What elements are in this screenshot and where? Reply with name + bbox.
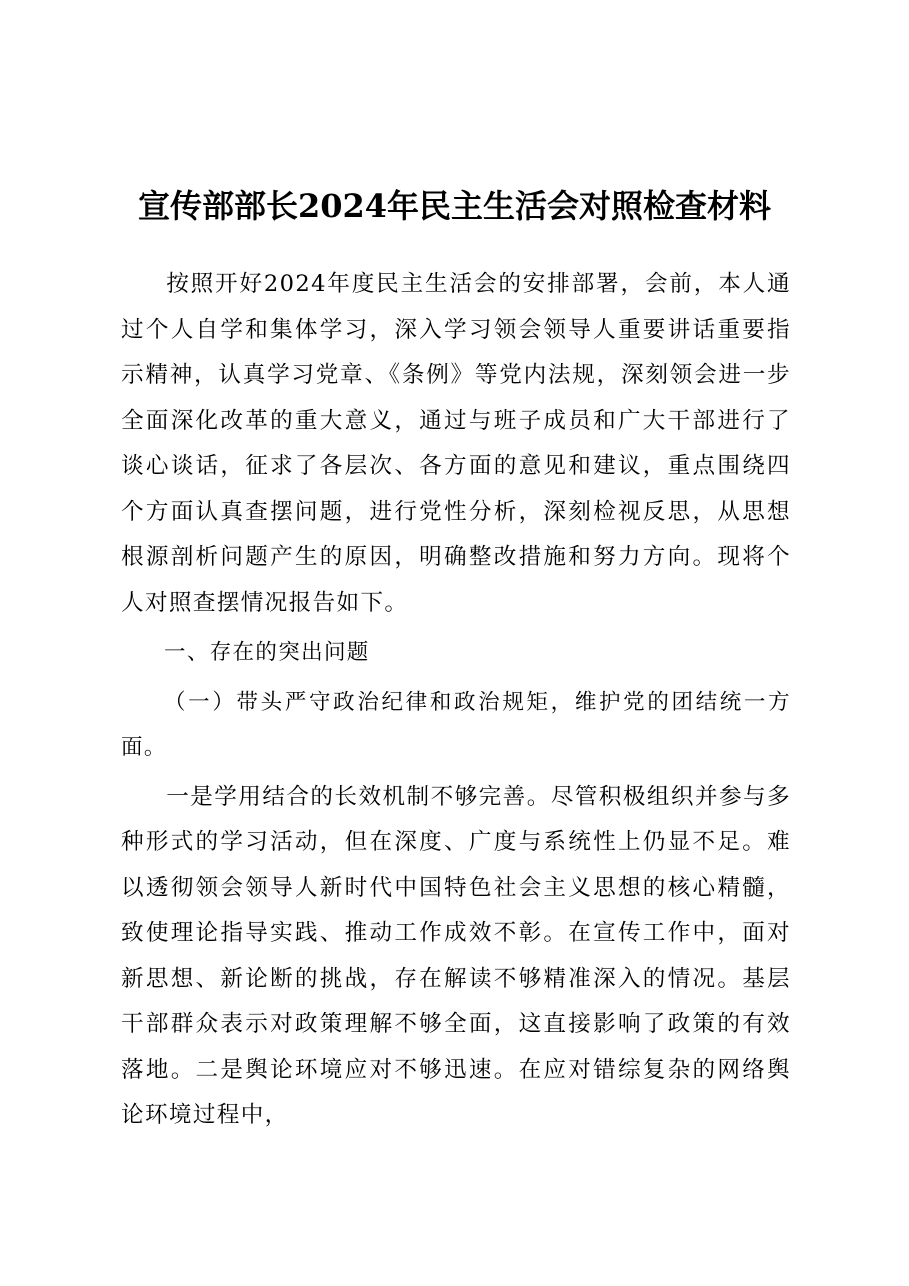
subsection-heading: （一）带头严守政治纪律和政治规矩，维护党的团结统一方面。 — [121, 689, 791, 760]
body-paragraph: 一是学用结合的长效机制不够完善。尽管积极组织并参与多种形式的学习活动，但在深度、广度与系统性上仍显不足。难以透彻领会领导人新时代中国特色社会主义思想的核心精髓，致使理论指导实践、推动工作成效不彰。在宣传工作中，面对新思想、新论断的挑战，存在解读不够精准深入的情况。基层干部群众表示对政策理解不够全面，这直接影响了政策的有效落地。二是舆论环境应对不够迅速。在应对错综复杂的网络舆论环境过程中， — [121, 783, 791, 1128]
intro-paragraph: 按照开好2024年度民主生活会的安排部署，会前，本人通过个人自学和集体学习，深入学习领会领导人重要讲话重要指示精神，认真学习党章、《条例》等党内法规，深刻领会进一步全面深化改革的重大意义，通过与班子成员和广大干部进行了谈心谈话，征求了各层次、各方面的意见和建议，重点围绕四个方面认真查摆问题，进行党性分析，深刻检视反思，从思想根源剖析问题产生的原因，明确整改措施和努力方向。现将个人对照查摆情况报告如下。 — [121, 271, 791, 616]
document-title: 宣传部部长2024年民主生活会对照检查材料 — [137, 187, 772, 225]
document-body — [121, 262, 791, 1139]
section-heading: 一、存在的突出问题 — [164, 640, 370, 665]
